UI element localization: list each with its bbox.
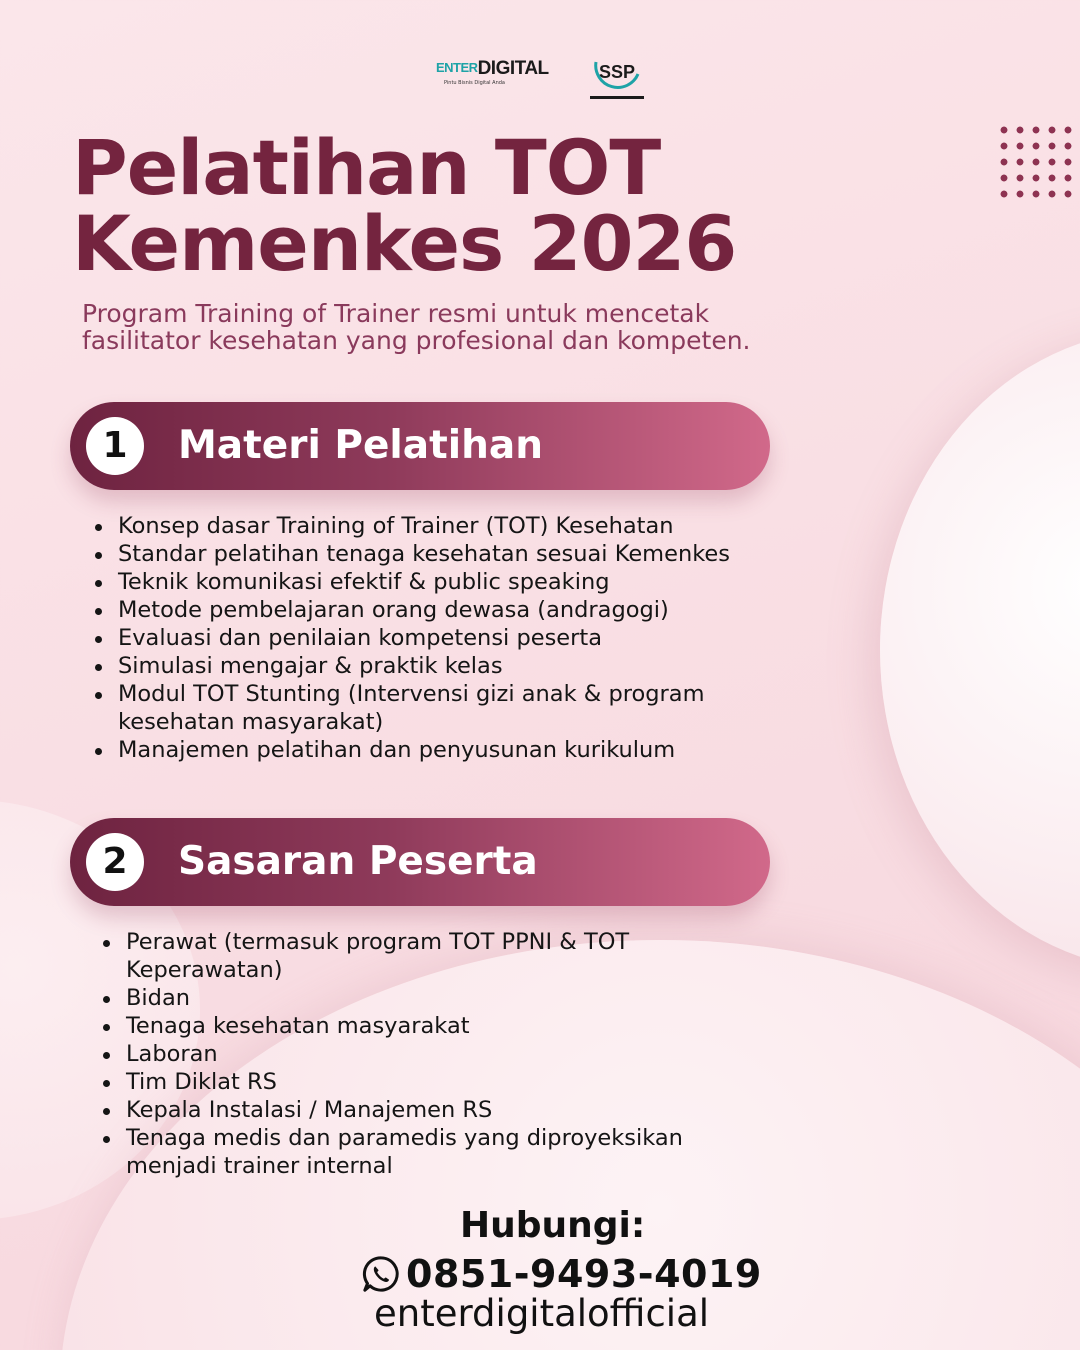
list-item [100, 928, 683, 984]
contact-heading: Hubungi: [460, 1205, 646, 1246]
page-subtitle-line-1: Program Training of Trainer resmi untuk mencetak [82, 299, 710, 328]
page-subtitle [82, 300, 912, 354]
list-item [100, 1096, 683, 1124]
list-item-text: Teknik komunikasi efektif & public speaking [118, 569, 610, 595]
partner-logos [436, 52, 656, 104]
list-item [100, 984, 683, 1012]
sasaran-list [100, 928, 683, 1180]
list-item-text: Evaluasi dan penilaian kompetensi peserta [118, 625, 602, 651]
list-item-text: Tenaga kesehatan masyarakat [126, 1013, 470, 1039]
list-item [92, 680, 730, 736]
list-item [100, 1124, 683, 1180]
section-heading: Sasaran Peserta [178, 839, 538, 884]
list-item [92, 568, 730, 596]
enterdigital-logo [436, 58, 554, 86]
page-title [72, 123, 892, 288]
dot-grid-decoration [996, 122, 1080, 198]
list-item [100, 1012, 683, 1040]
page-title-line-2: Kemenkes 2026 [72, 199, 737, 288]
list-item [92, 652, 730, 680]
section-heading: Materi Pelatihan [178, 423, 543, 468]
page-subtitle-line-2: fasilitator kesehatan yang profesional dan kompeten. [82, 326, 751, 355]
list-item-text: Modul TOT Stunting (Intervensi gizi anak & program [118, 681, 705, 707]
list-item [100, 1068, 683, 1096]
list-item [92, 624, 730, 652]
section-banner-materi [70, 402, 770, 490]
ssp-logo-text: SSP [599, 62, 636, 82]
list-item [100, 1040, 683, 1068]
whatsapp-icon [362, 1255, 400, 1293]
section-number-badge: 2 [86, 833, 144, 891]
list-item-text: Bidan [126, 985, 191, 1011]
section-banner-sasaran [70, 818, 770, 906]
ssp-logo [586, 52, 646, 102]
list-item-text: Simulasi mengajar & praktik kelas [118, 653, 503, 679]
section-number-badge: 1 [86, 417, 144, 475]
list-item [92, 540, 730, 568]
page-title-line-1: Pelatihan TOT [72, 123, 661, 212]
list-item-text: Manajemen pelatihan dan penyusunan kurikulum [118, 737, 676, 763]
list-item [92, 736, 730, 764]
list-item-text: Laboran [126, 1041, 218, 1067]
list-item-text: Keperawatan) [126, 957, 283, 983]
list-item [92, 512, 730, 540]
list-item-text: kesehatan masyarakat) [118, 709, 384, 735]
list-item-text: menjadi trainer internal [126, 1153, 393, 1179]
enterdigital-logo-tagline: Pintu Bisnis Digital Anda [444, 80, 505, 86]
materi-list [92, 512, 730, 764]
list-item-text: Kepala Instalasi / Manajemen RS [126, 1097, 493, 1123]
list-item-text: Konsep dasar Training of Trainer (TOT) Kesehatan [118, 513, 674, 539]
list-item-text: Metode pembelajaran orang dewasa (andragogi) [118, 597, 669, 623]
contact-handle[interactable]: enterdigitalofficial [374, 1292, 710, 1335]
list-item-text: Tim Diklat RS [126, 1069, 277, 1095]
background-circle-right [880, 330, 1080, 970]
contact-phone[interactable]: 0851-9493-4019 [406, 1252, 762, 1296]
list-item-text: Perawat (termasuk program TOT PPNI & TOT [126, 929, 630, 955]
enterdigital-logo-name: DIGITAL [477, 58, 549, 79]
enterdigital-logo-prefix: ENTER [436, 60, 478, 75]
list-item-text: Tenaga medis dan paramedis yang diproyeksikan [126, 1125, 683, 1151]
list-item [92, 596, 730, 624]
list-item-text: Standar pelatihan tenaga kesehatan sesuai Kemenkes [118, 541, 730, 567]
